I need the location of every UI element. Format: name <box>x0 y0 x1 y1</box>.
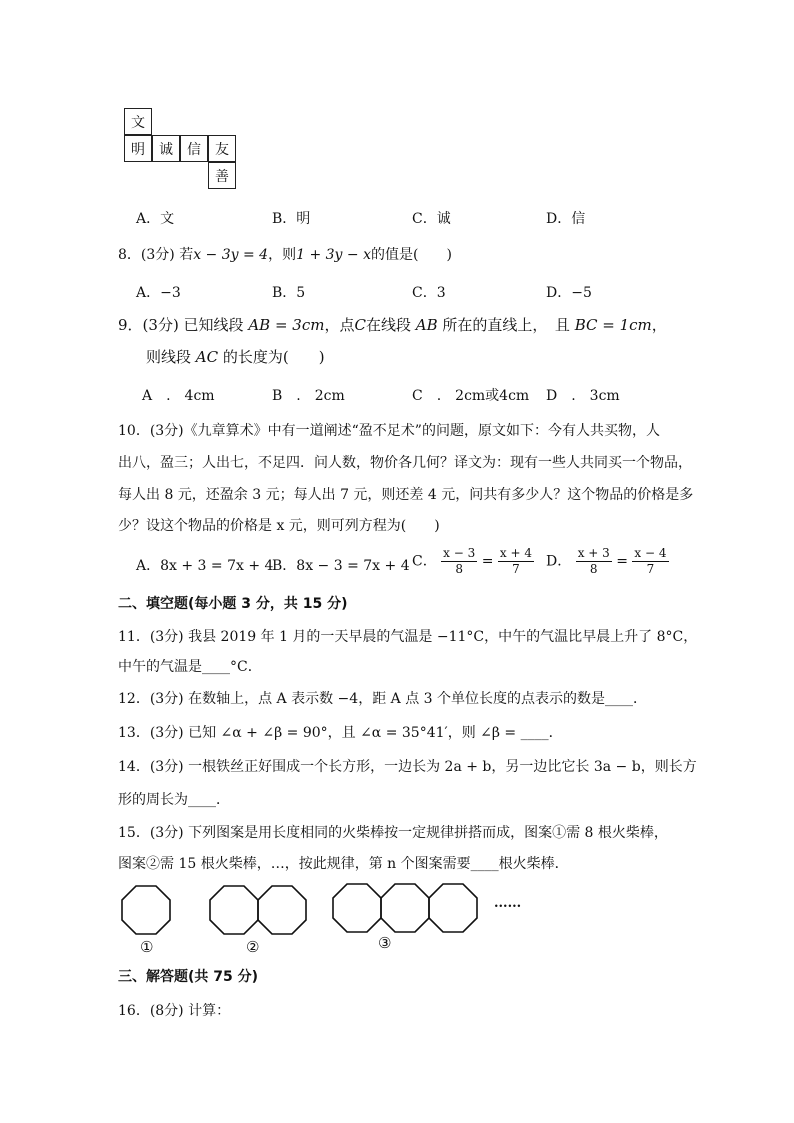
q9-math: AB = 3cm <box>248 316 325 334</box>
q10-option-a: A．8x + 3 = 7x + 4 <box>136 558 274 574</box>
cube-net-cell: 善 <box>208 162 236 189</box>
octagon-shape <box>210 886 258 934</box>
option-label: C． <box>412 553 437 570</box>
q8-text: ，则 <box>268 247 297 263</box>
q15-line1: 15．(3分) 下列图案是用长度相同的火柴棒按一定规律拼搭而成，图案①需 8 根火柴棒， <box>118 825 668 841</box>
q11-line2: 中午的气温是____°C． <box>118 659 262 675</box>
octagon-shape <box>122 886 170 934</box>
q9-text: ， <box>651 316 667 334</box>
q14-line1: 14．(3分) 一根铁丝正好围成一个长方形，一边长为 2a + b，另一边比它长 3a − b，则长方 <box>118 759 697 775</box>
q9-option-b: B . 2cm <box>272 388 345 404</box>
q13: 13．(3分) 已知 ∠α + ∠β = 90°，且 ∠α = 35°41′，则 ∠β = ____． <box>118 725 563 741</box>
fraction-denominator: 7 <box>646 562 655 576</box>
q9-option-c: C . 2cm或4cm <box>412 388 530 404</box>
figure-label-2: ② <box>246 938 260 956</box>
q8-option-c: C．3 <box>412 285 446 301</box>
q9-text: 在线段 <box>365 316 411 334</box>
octagon-shape <box>429 884 477 932</box>
q9-math: C <box>354 316 366 334</box>
fraction-numerator: x + 3 <box>577 546 610 560</box>
q9-math: BC = 1cm <box>574 316 652 334</box>
q8-text: 8．(3分) 若 <box>118 247 194 263</box>
q7-option-c: C．诚 <box>412 211 451 227</box>
octagon-shape <box>381 884 429 932</box>
q9-text: 9．(3分) 已知线段 <box>118 316 244 334</box>
octagon-shape <box>258 886 306 934</box>
cube-net-cell: 信 <box>180 135 208 162</box>
section-title: 三、解答题(共 75 分) <box>118 969 259 985</box>
fraction-denominator: 7 <box>512 562 520 576</box>
figure-label-3: ③ <box>378 934 392 952</box>
q7-option-d: D．信 <box>546 211 586 227</box>
q11-line1: 11．(3分) 我县 2019 年 1 月的一天早晨的气温是 −11°C，中午的气温比早晨上升了 8°C， <box>118 629 698 645</box>
figure-label-1: ① <box>140 938 154 956</box>
section-title: 二、填空题(每小题 3 分，共 15 分) <box>118 596 348 612</box>
q12: 12．(3分) 在数轴上，点 A 表示数 −4，距 A 点 3 个单位长度的点表示的数是____． <box>118 691 648 707</box>
fraction-numerator: x − 4 <box>634 546 667 560</box>
q8-equation: x − 3y = 4 <box>193 247 269 263</box>
q9-math: AC <box>195 348 219 366</box>
cube-net-cell: 友 <box>208 135 236 162</box>
q16: 16．(8分) 计算： <box>118 1003 231 1019</box>
q7-option-b: B．明 <box>272 211 311 227</box>
q7-option-a: A．文 <box>136 211 175 227</box>
q15-line2: 图案②需 15 根火柴棒，…，按此规律，第 n 个图案需要____根火柴棒． <box>118 856 569 872</box>
q8-option-a: A．−3 <box>136 285 181 301</box>
octagon-shape <box>333 884 381 932</box>
q10-option-d: D． $\frac{x + 3}{8}$ = $\frac{x - 4}{7}$ <box>546 546 667 576</box>
q8-option-b: B．5 <box>272 285 306 301</box>
q8-text: 的值是( ) <box>370 247 452 263</box>
q8-option-d: D．−5 <box>546 285 592 301</box>
cube-net-cell: 明 <box>124 135 152 162</box>
figure-ellipsis: ...... <box>494 896 522 911</box>
cube-net-cell: 文 <box>124 108 152 135</box>
fraction-denominator: 8 <box>589 562 598 576</box>
q10-line4: 少？设这个物品的价格是 x 元，则可列方程为( ) <box>118 518 440 534</box>
q9-text: 的长度为( ) <box>222 348 325 366</box>
q10-line3: 每人出 8 元，还盈余 3 元；每人出 7 元，则还差 4 元，问共有多少人？这个物品的价格是多 <box>118 487 694 503</box>
q9-text: 则线段 <box>146 348 192 366</box>
fraction-denominator: 8 <box>455 562 464 576</box>
q10-line2: 出八，盈三；人出七，不足四．问人数，物价各几何？译文为：现有一些人共同买一个物品， <box>118 455 692 471</box>
q8-expression: 1 + 3y − x <box>296 247 371 263</box>
q10-option-b: B．8x − 3 = 7x + 4 <box>272 558 410 574</box>
cube-net-cell: 诚 <box>152 135 180 162</box>
q9-math: AB <box>415 316 438 334</box>
q9-option-a: A . 4cm <box>142 388 215 404</box>
option-label: D． <box>546 553 572 570</box>
q9-text: ，点 <box>324 316 355 334</box>
q9-text: 所在的直线上， 且 <box>442 316 570 334</box>
fraction-numerator: x + 4 <box>499 546 532 560</box>
fraction-numerator: x − 3 <box>443 546 476 560</box>
q9-option-d: D . 3cm <box>546 388 620 404</box>
q10-line1: 10．(3分)《九章算术》中有一道阐述“盈不足术”的问题，原文如下：今有人共买物，人 <box>118 423 660 439</box>
q14-line2: 形的周长为____． <box>118 792 230 808</box>
q10-option-c: C． $\frac{x - 3}{8}$ = $\frac{x + 4}{7}$ <box>412 546 532 576</box>
